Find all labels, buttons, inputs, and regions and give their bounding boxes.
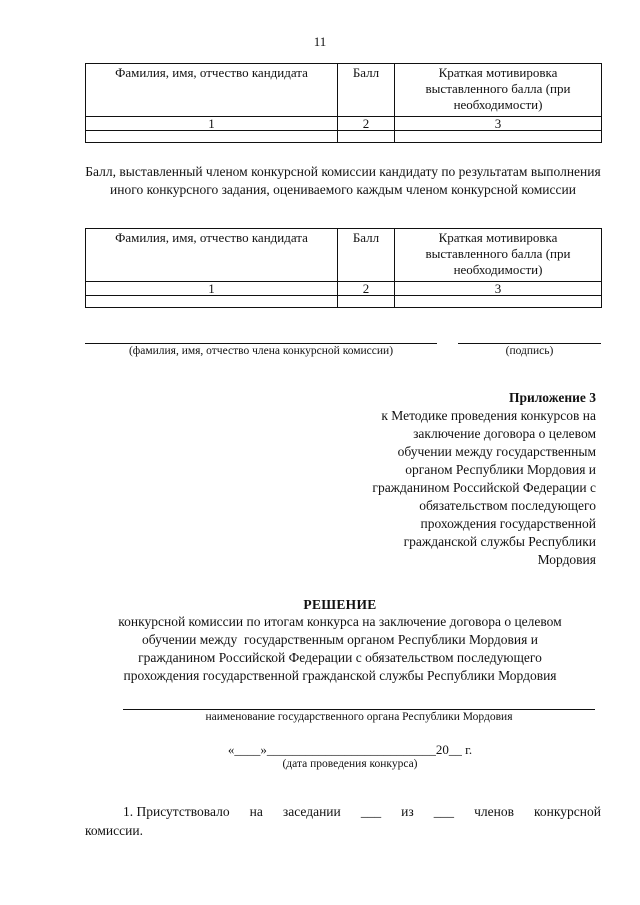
item-1-word: на <box>249 804 263 819</box>
header-score: Балл <box>338 229 395 282</box>
appendix-line: гражданской службы Республики <box>403 534 596 549</box>
item-1-continuation: комиссии. <box>85 823 143 838</box>
column-number: 3 <box>395 117 602 131</box>
appendix-line: обязательством последующего <box>419 498 596 513</box>
empty-cell <box>395 131 602 143</box>
organization-name-caption: наименование государственного органа Республики Мордовия <box>205 711 513 723</box>
item-1-blank: ___ <box>433 804 455 819</box>
appendix-line: прохождения государственной <box>420 516 596 531</box>
appendix-line: Мордовия <box>537 552 596 567</box>
item-1-word: членов <box>474 804 514 819</box>
decision-line: прохождения государственной гражданской службы Республики Мордовия <box>123 668 557 683</box>
appendix-line: к Методике проведения конкурсов на <box>381 408 596 423</box>
header-score: Балл <box>338 64 395 117</box>
item-1-first-line <box>85 802 601 821</box>
item-1-paragraph <box>85 802 601 840</box>
header-candidate-name: Фамилия, имя, отчество кандидата <box>86 229 338 282</box>
empty-cell <box>86 296 338 308</box>
column-number: 3 <box>395 282 602 296</box>
signature-line <box>458 343 601 344</box>
decision-line: конкурсной комиссии по итогам конкурса на заключение договора о целевом <box>118 614 562 629</box>
member-name-caption: (фамилия, имя, отчество члена конкурсной комиссии) <box>128 345 394 357</box>
table-empty-row <box>86 131 602 143</box>
table-number-row <box>86 117 602 131</box>
date-caption: (дата проведения конкурса) <box>282 758 418 770</box>
column-number: 1 <box>86 117 338 131</box>
header-candidate-name: Фамилия, имя, отчество кандидата <box>86 64 338 117</box>
decision-line: обучении между государственным органом Республики Мордовия и <box>142 632 538 647</box>
decision-line: гражданином Российской Федерации с обязательством последующего <box>138 650 542 665</box>
table-header-row <box>86 64 602 117</box>
appendix-heading <box>330 389 596 569</box>
table-empty-row <box>86 296 602 308</box>
score-table <box>85 228 602 308</box>
item-1-word: из <box>401 804 414 819</box>
appendix-title: Приложение 3 <box>508 390 596 405</box>
appendix-line: гражданином Российской Федерации с <box>372 480 596 495</box>
date-line: «____»__________________________20__ г. <box>227 742 473 757</box>
item-1-word: заседании <box>282 804 341 819</box>
column-number: 2 <box>338 282 395 296</box>
section-paragraph: Балл, выставленный членом конкурсной комиссии кандидату по результатам выполнения иного конкурсного задания, оцениваемого каждым членом конкурсной комиссии <box>85 164 601 197</box>
appendix-line: обучении между государственным <box>397 444 596 459</box>
column-number: 2 <box>338 117 395 131</box>
header-motivation: Краткая мотивировка выставленного балла (при необходимости) <box>395 229 602 282</box>
decision-title: РЕШЕНИЕ <box>303 597 377 612</box>
header-motivation: Краткая мотивировка выставленного балла (при необходимости) <box>395 64 602 117</box>
appendix-line: заключение договора о целевом <box>413 426 596 441</box>
table-number-row <box>86 282 602 296</box>
organization-name-line <box>123 709 595 710</box>
item-1-blank: ___ <box>360 804 382 819</box>
column-number: 1 <box>86 282 338 296</box>
score-table <box>85 63 602 143</box>
empty-cell <box>395 296 602 308</box>
item-1-word: конкурсной <box>534 804 601 819</box>
table-header-row <box>86 229 602 282</box>
empty-cell <box>86 131 338 143</box>
empty-cell <box>338 131 395 143</box>
empty-cell <box>338 296 395 308</box>
signature-caption: (подпись) <box>505 345 554 357</box>
appendix-line: органом Республики Мордовия и <box>405 462 596 477</box>
item-1-word: 1. Присутствовало <box>123 804 230 819</box>
page-number: 11 <box>313 34 327 49</box>
member-name-line <box>85 343 437 344</box>
decision-subtitle <box>60 613 620 685</box>
